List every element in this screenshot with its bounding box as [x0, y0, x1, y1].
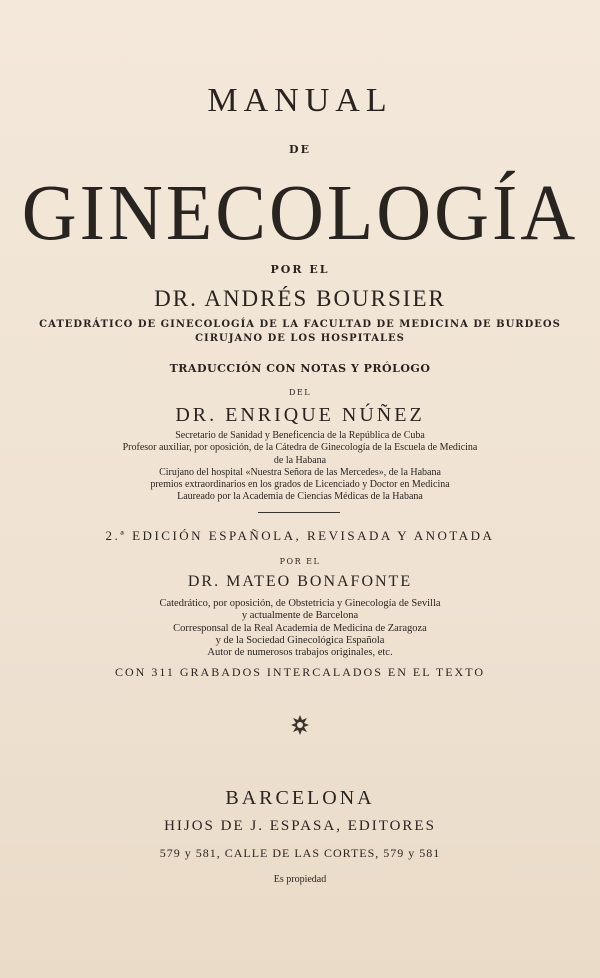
del-label: DEL: [288, 388, 312, 397]
reviser-description: [0, 598, 600, 659]
publication-city: BARCELONA: [225, 787, 375, 809]
divider-rule: [258, 512, 340, 513]
translator-name: DR. ENRIQUE NÚÑEZ: [175, 404, 425, 426]
author-name: DR. ANDRÉS BOURSIER: [154, 286, 446, 311]
translator-desc-line: de la Habana: [273, 454, 327, 466]
reviser-desc-line: Corresponsal de la Real Academia de Medicina de Zaragoza: [173, 622, 427, 634]
translator-desc-line: Secretario de Sanidad y Beneficencia de la República de Cuba: [175, 430, 425, 441]
author-desc-line: CATEDRÁTICO DE GINECOLOGÍA DE LA FACULTAD DE MEDICINA DE BURDEOS: [39, 319, 561, 330]
printer-ornament-icon: [288, 713, 312, 737]
author-description: [0, 318, 600, 346]
engravings-note: CON 311 GRABADOS INTERCALADOS EN EL TEXTO: [115, 665, 485, 679]
por-el-reviser: POR EL: [279, 557, 321, 566]
edition-line: 2.ª EDICIÓN ESPAÑOLA, REVISADA Y ANOTADA: [105, 528, 495, 543]
title-de: DE: [289, 143, 311, 156]
translator-desc-line: Profesor auxiliar, por oposición, de la Cátedra de Ginecología de la Escuela de Medicina: [122, 442, 478, 454]
publisher-name: HIJOS DE J. ESPASA, EDITORES: [164, 818, 436, 834]
translator-description: [0, 430, 600, 504]
reviser-desc-line: Autor de numerosos trabajos originales, etc.: [207, 647, 393, 659]
translator-desc-line: Cirujano del hospital «Nuestra Señora de las Mercedes», de la Habana: [159, 466, 441, 478]
por-el-author: POR EL: [270, 263, 330, 276]
rights-notice: Es propiedad: [273, 874, 327, 885]
reviser-desc-line: y actualmente de Barcelona: [241, 610, 359, 622]
reviser-desc-line: y de la Sociedad Ginecológica Española: [215, 634, 385, 646]
title-manual: MANUAL: [207, 82, 393, 119]
translator-desc-line: Laureado por la Academia de Ciencias Médicas de la Habana: [177, 491, 423, 503]
author-desc-line: CIRUJANO DE LOS HOSPITALES: [195, 333, 405, 344]
publisher-address: 579 y 581, CALLE DE LAS CORTES, 579 y 581: [159, 846, 441, 860]
translator-desc-line: premios extraordinarios en los grados de Licenciado y Doctor en Medicina: [150, 479, 450, 491]
reviser-desc-line: Catedrático, por oposición, de Obstetricia y Ginecología de Sevilla: [159, 598, 441, 609]
main-title: GINECOLOGÍA: [21, 168, 579, 258]
reviser-name: DR. MATEO BONAFONTE: [187, 573, 413, 590]
translation-note: TRADUCCIÓN CON NOTAS Y PRÓLOGO: [169, 362, 431, 375]
